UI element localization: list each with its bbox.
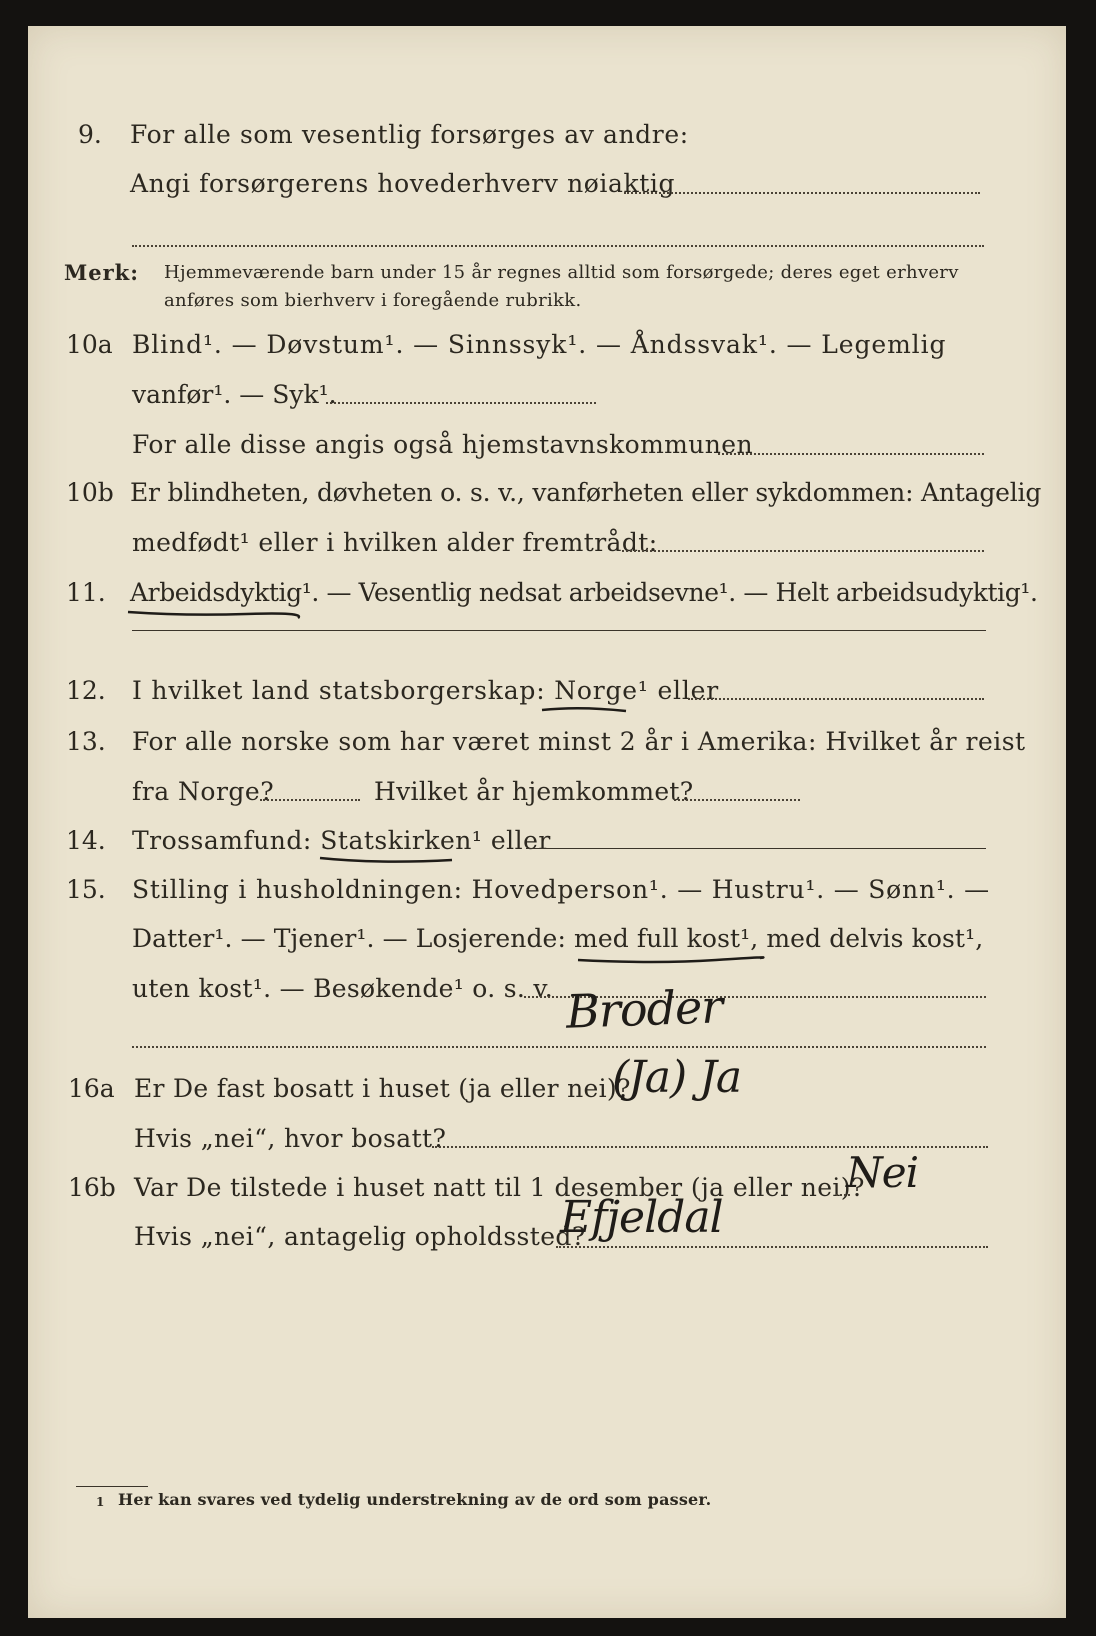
q16b-handwritten-nei: Nei — [846, 1148, 919, 1197]
q10a-line2: vanfør¹. — Syk¹. — [132, 380, 337, 409]
q16a-handwritten-ja: (Ja) Ja — [612, 1052, 742, 1103]
q16a-line1: Er De fast bosatt i huset (ja eller nei)? — [134, 1074, 631, 1103]
q10a-line3: For alle disse angis også hjemstavnskommunen — [132, 430, 753, 459]
q16b-line1: Var De tilstede i huset natt til 1 desember (ja eller nei)? — [134, 1173, 865, 1202]
footnote-rule — [76, 1486, 148, 1487]
q14-answer-line[interactable] — [526, 848, 986, 849]
q16a-number: 16a — [68, 1074, 115, 1103]
q11-line1: Arbeidsdyktig¹. — Vesentlig nedsat arbeidsevne¹. — Helt arbeidsudyktig¹. — [130, 578, 1038, 607]
q11-answer-line[interactable] — [132, 630, 986, 631]
q14-number: 14. — [66, 826, 106, 855]
q11-number: 11. — [66, 578, 106, 607]
q10b-line1: Er blindheten, døvheten o. s. v., vanførheten eller sykdommen: Antagelig — [130, 478, 1042, 507]
q15-answer-line2[interactable] — [132, 1046, 986, 1048]
q9-line1: For alle som vesentlig forsørges av andre: — [130, 120, 689, 149]
census-form-page — [28, 26, 1066, 1618]
q16a-line2: Hvis „nei“, hvor bosatt? — [134, 1124, 447, 1153]
merk-label: Merk: — [64, 260, 139, 285]
q15-handwritten-broder: Broder — [565, 979, 724, 1039]
q12-line1: I hvilket land statsborgerskap: Norge¹ eller — [132, 676, 719, 705]
q9-number: 9. — [78, 120, 102, 149]
q14-line1: Trossamfund: Statskirken¹ eller — [132, 826, 551, 855]
q9-answer-line2[interactable] — [132, 245, 984, 247]
q11-arbeidsdyktig-underline — [126, 604, 306, 624]
q16b-number: 16b — [68, 1173, 116, 1202]
q15-line1: Stilling i husholdningen: Hovedperson¹. — Hustru¹. — Sønn¹. — — [132, 875, 990, 904]
merk-line2: anføres som bierhverv i foregående rubrikk. — [164, 290, 582, 311]
q15-line2: Datter¹. — Tjener¹. — Losjerende: med full kost¹, med delvis kost¹, — [132, 924, 984, 953]
q10a-syk-line[interactable] — [326, 402, 596, 404]
q13-hjemkommet-line[interactable] — [674, 799, 800, 801]
q15-full-kost-underline — [576, 950, 766, 970]
q10b-line2: medfødt¹ eller i hvilken alder fremtrådt: — [132, 528, 658, 557]
q16b-line2: Hvis „nei“, antagelig opholdssted? — [134, 1222, 586, 1251]
footnote-mark: 1 — [96, 1495, 105, 1509]
q9-line2: Angi forsørgerens hovederhverv nøiaktig — [130, 169, 676, 198]
merk-line1: Hjemmeværende barn under 15 år regnes alltid som forsørgede; deres eget erhverv — [164, 262, 959, 283]
q10a-number: 10a — [66, 330, 113, 359]
q13-line1: For alle norske som har været minst 2 år i Amerika: Hvilket år reist — [132, 727, 1026, 756]
q16b-handwritten-opholdssted: Efjeldal — [560, 1192, 723, 1243]
q16b-opholdssted-line[interactable] — [556, 1246, 988, 1248]
q10b-number: 10b — [66, 478, 114, 507]
q13-number: 13. — [66, 727, 106, 756]
q15-line3: uten kost¹. — Besøkende¹ o. s. v. — [132, 974, 554, 1003]
q15-number: 15. — [66, 875, 106, 904]
footnote-text: Her kan svares ved tydelig understrekning av de ord som passer. — [118, 1490, 712, 1509]
q12-number: 12. — [66, 676, 106, 705]
q10b-answer-line[interactable] — [622, 550, 984, 552]
q12-norge-underline — [540, 702, 630, 718]
q13-line2b: Hvilket år hjemkommet? — [374, 777, 694, 806]
q13-line2a: fra Norge? — [132, 777, 275, 806]
q9-answer-line[interactable] — [624, 192, 980, 194]
q10a-hjemstavn-line[interactable] — [718, 453, 984, 455]
q13-reist-line[interactable] — [260, 799, 360, 801]
q10a-line1: Blind¹. — Døvstum¹. — Sinnssyk¹. — Åndssvak¹. — Legemlig — [132, 330, 947, 359]
q14-statskirken-underline — [318, 852, 458, 868]
q12-answer-line[interactable] — [688, 698, 984, 700]
